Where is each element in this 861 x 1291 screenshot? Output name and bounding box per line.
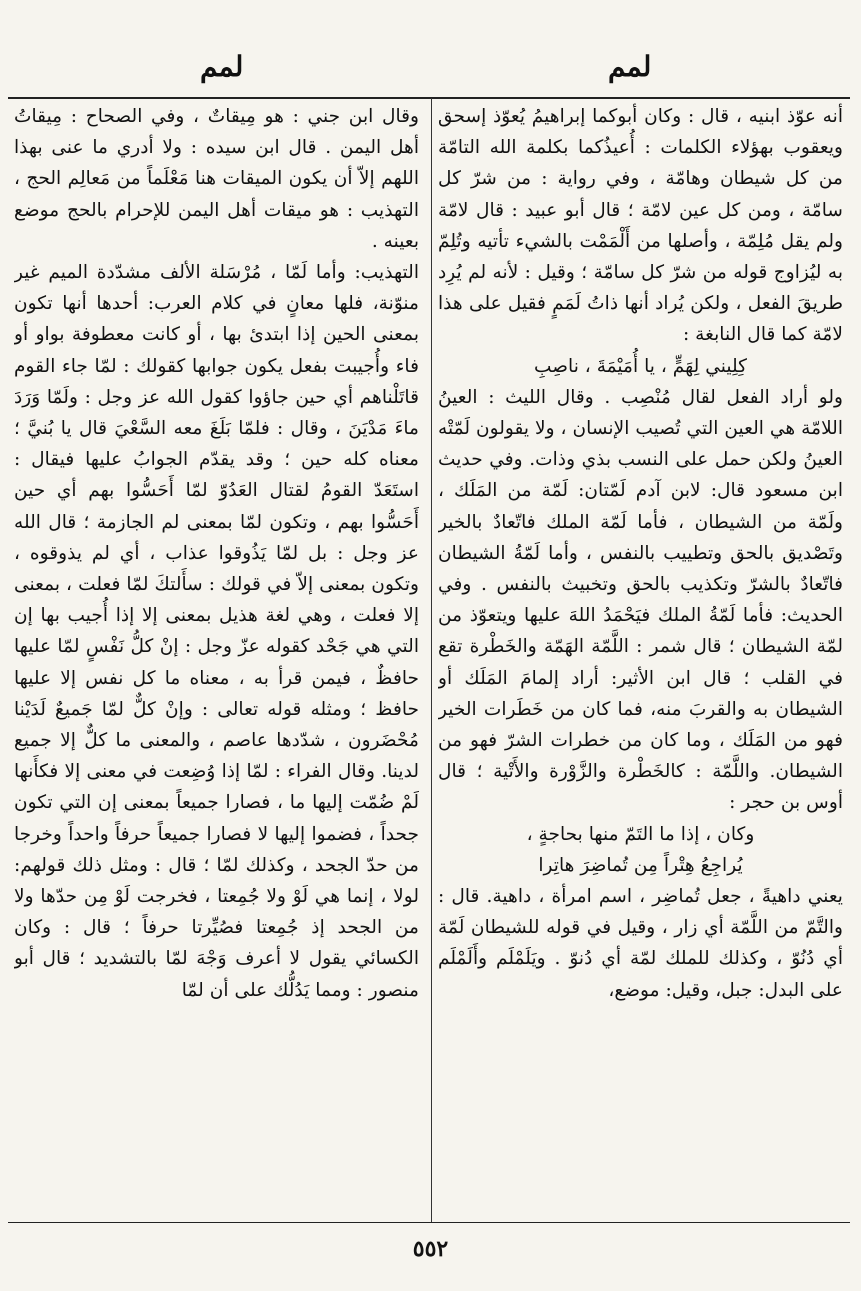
- header-rule: [8, 97, 850, 99]
- verse-line: وكان ، إذا ما التَمّ منها بحاجةٍ ،: [526, 823, 755, 845]
- paragraph: يعني داهيةً ، جعل تُماضِر ، اسم امرأة ، داهية. قال : والتَّمّ من اللَّمّة أي زار ، وقيل في قوله للشيطان لَمّة أي دُنُوّ ، وكذلك للملك لمّة أي دُنوّ . ويَلَمْلَم وأَلَمْلَم على البدل: جبل، وقيل: موضع،: [438, 886, 843, 1001]
- paragraph: ولو أراد الفعل لقال مُنْصِب . وقال الليث : العينُ اللامّة هي العين التي تُصيب الإنسان ، ولا يقولون لَمّتْه العينُ ولكن حمل على النسب بذي وذات. وفي حديث ابن مسعود قال: لابن آدم لَمّتان: لَمّة من المَلَك ، ولَمّة من الشيطان ، فأما لَمّة الملك فاتّعادٌ بالخير وتَصْديق بالحق وتطييب بالنفس ، وأما لَمّةُ الشيطان فاتّعادٌ بالشرّ وتكذيب بالحق وتخبيث بالنفس . وفي الحديث: فأما لَمّةُ الملك فيَحْمَدُ اللهَ عليها ويتعوّذ من لمّة الشيطان ؛ قال شمر : اللَّمّة الهَمّة والخَطْرة تقع في القلب ؛ قال ابن الأثير: أراد إلمامَ المَلَك أو الشيطان به والقربَ منه، فما كان من خَطَرات الخير فهو من المَلَك ، وما كان من خطرات الشرّ فهو من الشيطان. واللَّمّة : كالخَطْرة والزَّوْرة والأَتْية ؛ قال أوس بن حجر :: [438, 386, 843, 814]
- header-word-right: لمم: [608, 50, 652, 83]
- page-number: ٥٥٢: [412, 1236, 449, 1262]
- left-column: [14, 101, 419, 1219]
- paragraph: التهذيب: وأما لَمّا ، مُرْسَلة الألف مشدّدة الميم غير منوّنة، فلها معانٍ في كلام العرب: أحدها أنها تكون بمعنى الحين إذا ابتدئ بها ، أو كانت معطوفة بواو أو فاء وأُجيبت بفعل يكون جوابها كقولك : لمّا جاء القوم قاتَلْناهم أي حين جاؤوا كقول الله عز وجل : ولَمّا وَرَدَ ماءَ مَدْيَنَ ، وقال : فلمّا بَلَغَ معه السَّعْيَ قال يا بُنيَّ ؛ معناه كله حين ؛ وقد يقدّم الجوابُ عليها فيقال : استَعَدّ القومُ لقتال العَدُوّ لمّا أَحَسُّوا بهم أي حين أَحَسُّوا بهم ، وتكون لمّا بمعنى لم الجازمة ؛ قال الله عز وجل : بل لمّا يَذُوقوا عذاب ، أي لم يذوقوه ، وتكون بمعنى إلاّ في قولك : سأَلتكَ لمّا فعلت ، بمعنى إلا فعلت ، وهي لغة هذيل بمعنى إلا إذا أُجيب بها إن التي هي جَحْد كقوله عزّ وجل : إنْ كلُّ نَفْسٍ لمّا عليها حافظٌ ، فيمن قرأ به ، معناه ما كل نفس إلا عليها حافظ ؛ ومثله قوله تعالى : وإنْ كلٌّ لمّا جَميعٌ لَدَيْنا مُحْضَرون ، شدّدها عاصم ، والمعنى ما كلٌّ إلا جميع لدينا. وقال الفراء : لمّا إذا وُضِعت في معنى إلا فكأَنها لَمْ ضُمّت إليها ما ، فصارا جميعاً بمعنى إن التي تكون جحداً ، فضموا إليها لا فصارا جميعاً حرفاً واحداً وخرجا من حدّ الجحد ، وكذلك لمّا ؛ قال : ومثل ذلك قولهم: لولا ، إنما هي لَوْ ولا جُمِعتا ، فخرجت لَوْ مِن حدّها ولا من الجحد إذ جُمِعتا فصُيِّرتا حرفاً ؛ قال : وكان الكسائي يقول لا أعرف وَجْهَ لمّا بالتشديد ؛ قال أبو منصور : ومما يَدُلُّك على أن لمّا: [14, 262, 419, 1001]
- verse-line: يُراجِعُ هِتْراً مِن تُماضِرَ هاتِرا: [538, 854, 743, 876]
- right-column: [438, 101, 843, 1219]
- verse-line: كِلِيني لِهَمٍّ ، يا أُمَيْمَةَ ، ناصِبِ: [534, 355, 747, 377]
- footer-rule: [8, 1222, 850, 1223]
- paragraph: أنه عوّذ ابنيه ، قال : وكان أبوكما إبراهيمُ يُعوّذ إسحق ويعقوب بهؤلاء الكلمات : أُعيذُكما بكلمة الله التامّة من كل شيطان وهامّة ، وفي رواية : من شرّ كل سامّة ، ومن كل عين لامّة ؛ قال أبو عبيد : قال لامّة ولم يقل مُلِمّة ، وأصلها من أَلْمَمْت بالشيء تأتيه وتُلِمّ به ليُزاوج قوله من شرّ كل سامّة ؛ وقيل : لأنه لم يُرِد طريقَ الفعل ، ولكن يُراد أنها ذاتُ لَمَمٍ فقيل على هذا لامّة كما قال النابغة :: [438, 106, 843, 346]
- header-word-left: لمم: [200, 50, 244, 83]
- paragraph: وقال ابن جني : هو مِيقاتٌ ، وفي الصحاح : مِيقاتُ أهل اليمن . قال ابن سيده : ولا أدري ما عنى بهذا اللهم إلاّ أن يكون الميقات هنا مَعْلَماً من مَعالِم الحج ، التهذيب : هو ميقات أهل اليمن للإحرام بالحج موضع بعينه .: [14, 106, 419, 252]
- column-divider: [431, 98, 432, 1222]
